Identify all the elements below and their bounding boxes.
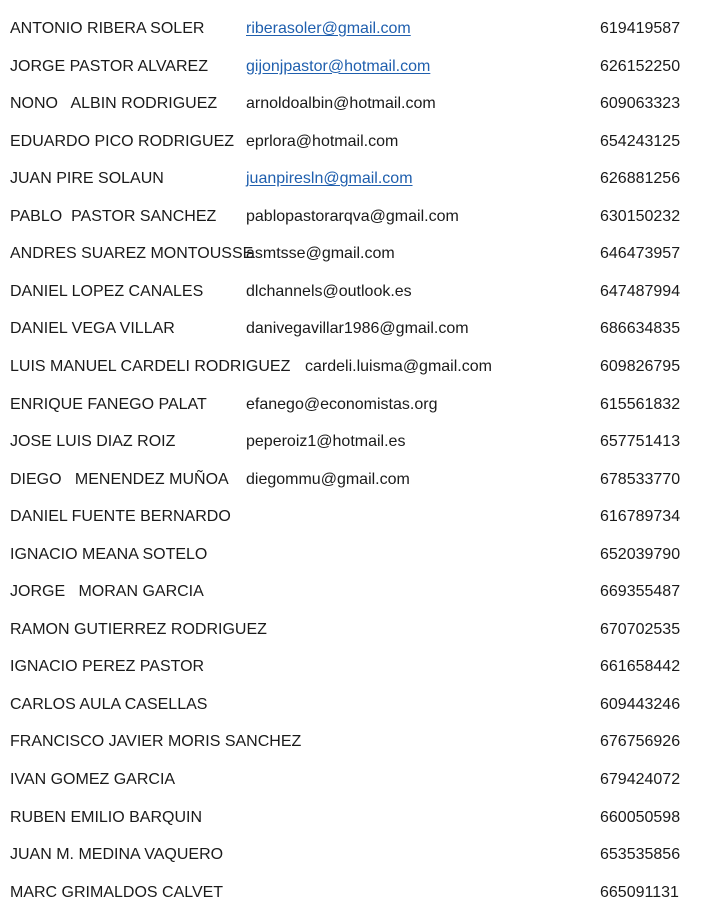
contact-phone: 626152250	[600, 57, 681, 75]
contact-phone: 665091131	[600, 883, 679, 901]
contact-row	[0, 207, 714, 245]
contact-name: FRANCISCO JAVIER MORIS SANCHEZ	[10, 733, 302, 751]
contact-phone: 654243125	[600, 132, 681, 150]
contact-name: JUAN PIRE SOLAUN	[10, 170, 164, 188]
contact-row	[0, 883, 714, 920]
contact-row	[0, 244, 714, 282]
contact-row	[0, 545, 714, 583]
contact-row	[0, 695, 714, 733]
contact-phone: 661658442	[600, 658, 681, 676]
contact-email: asmtsse@gmail.com	[246, 245, 395, 263]
contact-name: DANIEL FUENTE BERNARDO	[10, 508, 231, 526]
contact-phone: 653535856	[600, 846, 681, 864]
contact-name: LUIS MANUEL CARDELI RODRIGUEZ	[10, 357, 291, 375]
contact-row	[0, 57, 714, 95]
contact-phone: 686634835	[600, 320, 681, 338]
contact-phone: 615561832	[600, 395, 681, 413]
contact-name: IGNACIO MEANA SOTELO	[10, 545, 208, 563]
contact-phone: 646473957	[600, 245, 681, 263]
contact-name: DANIEL VEGA VILLAR	[10, 320, 175, 338]
contact-name: JORGE MORAN GARCIA	[10, 583, 204, 601]
contact-row	[0, 657, 714, 695]
contact-phone: 676756926	[600, 733, 681, 751]
contact-row	[0, 470, 714, 508]
contact-email: pablopastorarqva@gmail.com	[246, 207, 459, 225]
contact-email: efanego@economistas.org	[246, 395, 438, 413]
contact-row	[0, 395, 714, 433]
contact-phone: 670702535	[600, 620, 681, 638]
contact-email: arnoldoalbin@hotmail.com	[246, 95, 436, 113]
contact-row	[0, 808, 714, 846]
contact-name: ANTONIO RIBERA SOLER	[10, 20, 205, 37]
contact-row	[0, 357, 714, 395]
contact-email: diegommu@gmail.com	[246, 470, 410, 488]
contact-row	[0, 169, 714, 207]
contact-phone: 647487994	[600, 282, 681, 300]
contact-name: JUAN M. MEDINA VAQUERO	[10, 846, 224, 864]
contact-name: MARC GRIMALDOS CALVET	[10, 883, 224, 901]
contact-phone: 669355487	[600, 583, 681, 601]
contact-name: RAMON GUTIERREZ RODRIGUEZ	[10, 620, 267, 638]
contact-phone: 652039790	[600, 545, 681, 563]
contact-name: ENRIQUE FANEGO PALAT	[10, 395, 207, 413]
contact-phone: 619419587	[600, 20, 681, 37]
contact-phone: 657751413	[600, 433, 681, 451]
contact-name: DIEGO MENENDEZ MUÑOA	[10, 470, 229, 488]
contact-phone: 660050598	[600, 808, 681, 826]
contact-name: JORGE PASTOR ALVAREZ	[10, 57, 208, 75]
contact-row	[0, 94, 714, 132]
contact-phone: 609063323	[600, 95, 681, 113]
contact-phone: 609826795	[600, 357, 681, 375]
contact-name: ANDRES SUAREZ MONTOUSSE	[10, 245, 254, 263]
contact-phone: 616789734	[600, 508, 681, 526]
contact-row	[0, 582, 714, 620]
contact-email-link[interactable]: juanpiresln@gmail.com	[246, 170, 413, 188]
contact-phone: 626881256	[600, 170, 681, 188]
contact-row	[0, 319, 714, 357]
contact-row	[0, 770, 714, 808]
contact-phone: 630150232	[600, 207, 681, 225]
contact-name: EDUARDO PICO RODRIGUEZ	[10, 132, 235, 150]
contact-row	[0, 432, 714, 470]
contact-row	[0, 282, 714, 320]
contact-email: dlchannels@outlook.es	[246, 282, 412, 300]
contact-name: JOSE LUIS DIAZ ROIZ	[10, 433, 176, 451]
contact-email: eprlora@hotmail.com	[246, 132, 399, 150]
contact-row	[0, 19, 714, 57]
contact-row	[0, 507, 714, 545]
contact-email-link[interactable]: riberasoler@gmail.com	[246, 20, 411, 37]
contact-name: IVAN GOMEZ GARCIA	[10, 771, 176, 788]
contact-row	[0, 620, 714, 658]
contact-phone: 678533770	[600, 470, 681, 488]
contact-email-link[interactable]: gijonjpastor@hotmail.com	[246, 57, 431, 75]
contact-phone: 609443246	[600, 695, 681, 713]
contact-name: CARLOS AULA CASELLAS	[10, 695, 208, 713]
contact-name: NONO ALBIN RODRIGUEZ	[10, 95, 218, 113]
contact-email: cardeli.luisma@gmail.com	[305, 357, 492, 375]
contact-row	[0, 845, 714, 883]
contact-row	[0, 132, 714, 170]
contact-name: RUBEN EMILIO BARQUIN	[10, 808, 203, 826]
contact-phone: 679424072	[600, 771, 681, 788]
contact-email: peperoiz1@hotmail.es	[246, 433, 406, 451]
contact-email: danivegavillar1986@gmail.com	[246, 320, 469, 338]
contact-name: IGNACIO PEREZ PASTOR	[10, 658, 205, 676]
contact-row	[0, 732, 714, 770]
contact-name: PABLO PASTOR SANCHEZ	[10, 207, 217, 225]
contact-name: DANIEL LOPEZ CANALES	[10, 282, 204, 300]
